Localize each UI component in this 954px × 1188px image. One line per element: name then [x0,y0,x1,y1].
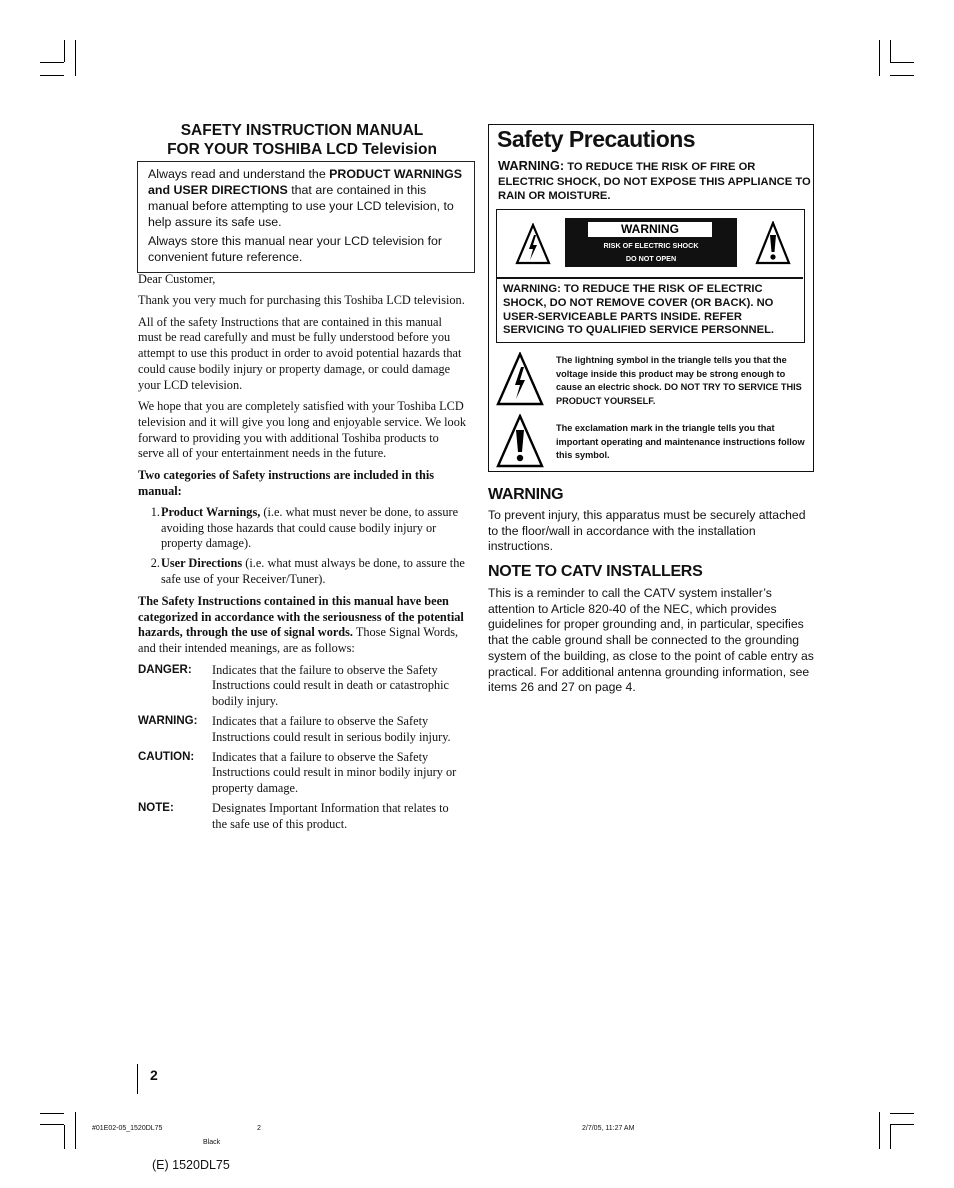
list-item [138,556,466,588]
signal-words-list [138,663,466,833]
crop-mark [890,1124,914,1125]
safety-precautions-title: Safety Precautions [497,126,696,152]
signal-text: Those Signal Words, and their intended meanings, are as follows: [138,625,459,656]
lightning-triangle-icon [515,223,551,265]
salutation: Dear Customer, [138,272,216,286]
list-number: 2. [150,556,160,571]
intro-text: Always read and understand the [148,167,330,181]
list-text [161,505,466,552]
intro-paragraph-1 [148,166,464,230]
crop-mark [75,40,76,76]
intro-bold: PRODUCT WARNINGS and USER DIRECTIONS [148,167,463,197]
signal-word-row [138,801,466,833]
exclamation-symbol-explanation: The exclamation mark in the triangle tells you that important operating and maintenance instructions follow this symbol. [556,423,805,460]
signal-word-row [138,663,466,710]
exclamation-triangle-icon [755,221,791,265]
signal-word-row [138,714,466,746]
label-warning-word: WARNING [588,222,712,237]
categories-heading [138,468,466,500]
exclamation-triangle-icon [496,414,544,468]
list-bold: Product Warnings, [161,504,261,519]
paragraph-3: We hope that you are completely satisfied with your Toshiba LCD television and it will give you long and enjoyable service. We look forward to providing you with additional Toshiba products to serve all of your entertainment needs in the future. [138,399,466,461]
intro-box [137,161,475,273]
list-text [161,556,466,588]
signal-term: DANGER: [138,663,192,676]
rain-moisture-warning [498,159,813,204]
categories-heading-text: Two categories of Safety instructions are included in this manual: [138,467,435,498]
intro-text-end: that are contained in this manual before attempting to use your LCD television, to help assure its safe use. [148,183,454,229]
signal-bold: The Safety Instructions contained in this manual have been categorized in accordance with the seriousness of the potential hazards, through the use of signal words. [138,593,464,640]
warning-body: To prevent injury, this apparatus must be securely attached to the floor/wall in accordance with the installation instructions. [488,508,806,554]
title-line-1: SAFETY INSTRUCTION MANUAL [180,122,424,139]
divider [497,277,803,279]
footer-file: #01E02-05_1520DL75 [92,1125,163,1132]
crop-mark [40,62,64,63]
crop-mark [890,40,891,62]
signal-term: CAUTION: [138,750,195,763]
title-line-2: FOR YOUR TOSHIBA LCD Television [167,141,437,158]
list-desc: (i.e. what must never be done, to assure avoiding those hazards that could cause bodily injury or property damage). [161,504,459,551]
warning-label-plate [565,218,737,267]
signal-definition: Designates Important Information that relates to the safe use of this product. [212,800,449,831]
crop-mark [40,1113,64,1114]
crop-mark [890,1125,891,1149]
catv-heading: NOTE TO CATV INSTALLERS [488,563,703,580]
signal-definition: Indicates that the failure to observe the Safety Instructions could result in death or catastrophic bodily injury. [212,662,449,709]
crop-mark [64,1125,65,1149]
footer-page: 2 [257,1125,261,1132]
list-number: 1. [150,504,160,519]
crop-mark [40,1124,64,1125]
crop-mark [890,1113,914,1114]
letter-body [138,272,466,837]
crop-mark [890,75,914,76]
intro-paragraph-2: Always store this manual near your LCD television for convenient future reference. [148,234,443,264]
page-number: 2 [150,1067,158,1083]
footer-date: 2/7/05, 11:27 AM [582,1125,635,1132]
remove-cover-warning: WARNING: TO REDUCE THE RISK OF ELECTRIC SHOCK, DO NOT REMOVE COVER (OR BACK). NO USER-SERVICEABLE PARTS INSIDE. REFER SERVICING TO QUALIFIED SERVICE PERSONNEL. [503,283,775,337]
list-desc: (i.e. what must always be done, to assure the safe use of your Receiver/Tuner). [161,556,465,587]
paragraph-2: All of the safety Instructions that are contained in this manual must be read carefully and must be fully understood before you attempt to use this product in order to avoid potential hazards that could cause bodily injury or property damage, or could damage your LCD television. [138,314,462,392]
crop-mark [890,62,914,63]
crop-mark [879,1112,880,1149]
signal-intro [138,594,466,657]
signal-word-row [138,750,466,797]
footer-model: (E) 1520DL75 [152,1158,230,1172]
list-bold: User Directions [161,556,243,571]
signal-term: NOTE: [138,801,174,814]
label-line-1: RISK OF ELECTRIC SHOCK [603,241,699,250]
warning-heading: WARNING [488,486,564,503]
crop-mark [75,1112,76,1149]
warning-label: WARNING: [498,158,565,173]
lightning-symbol-explanation: The lightning symbol in the triangle tells you that the voltage inside this product may be strong enough to cause an electric shock. DO NOT TRY TO SERVICE THIS PRODUCT YOURSELF. [556,355,802,406]
footer-color: Black [203,1139,221,1146]
crop-mark [40,75,64,76]
label-line-2: DO NOT OPEN [625,254,677,263]
list-item [138,505,466,552]
page-number-rule [137,1064,138,1094]
page-title [137,121,467,159]
signal-term: WARNING: [138,714,198,727]
signal-definition: Indicates that a failure to observe the Safety Instructions could result in serious bodily injury. [212,713,451,744]
signal-definition: Indicates that a failure to observe the Safety Instructions could result in minor bodily injury or property damage. [212,749,457,796]
category-list [138,505,466,588]
lightning-triangle-icon [496,352,544,406]
paragraph-1: Thank you very much for purchasing this Toshiba LCD television. [138,293,465,308]
warning-text: TO REDUCE THE RISK OF FIRE OR ELECTRIC SHOCK, DO NOT EXPOSE THIS APPLIANCE TO RAIN OR MOISTURE. [498,161,811,202]
crop-mark [64,40,65,62]
catv-body: This is a reminder to call the CATV system installer’s attention to Article 820-40 of the NEC, which provides guidelines for proper grounding and, in particular, specifies that the cable ground shall be connected to the grounding system of the building, as close to the point of cable entry as practical. For additional antenna grounding information, see items 26 and 27 on page 4. [488,586,814,695]
crop-mark [879,40,880,76]
